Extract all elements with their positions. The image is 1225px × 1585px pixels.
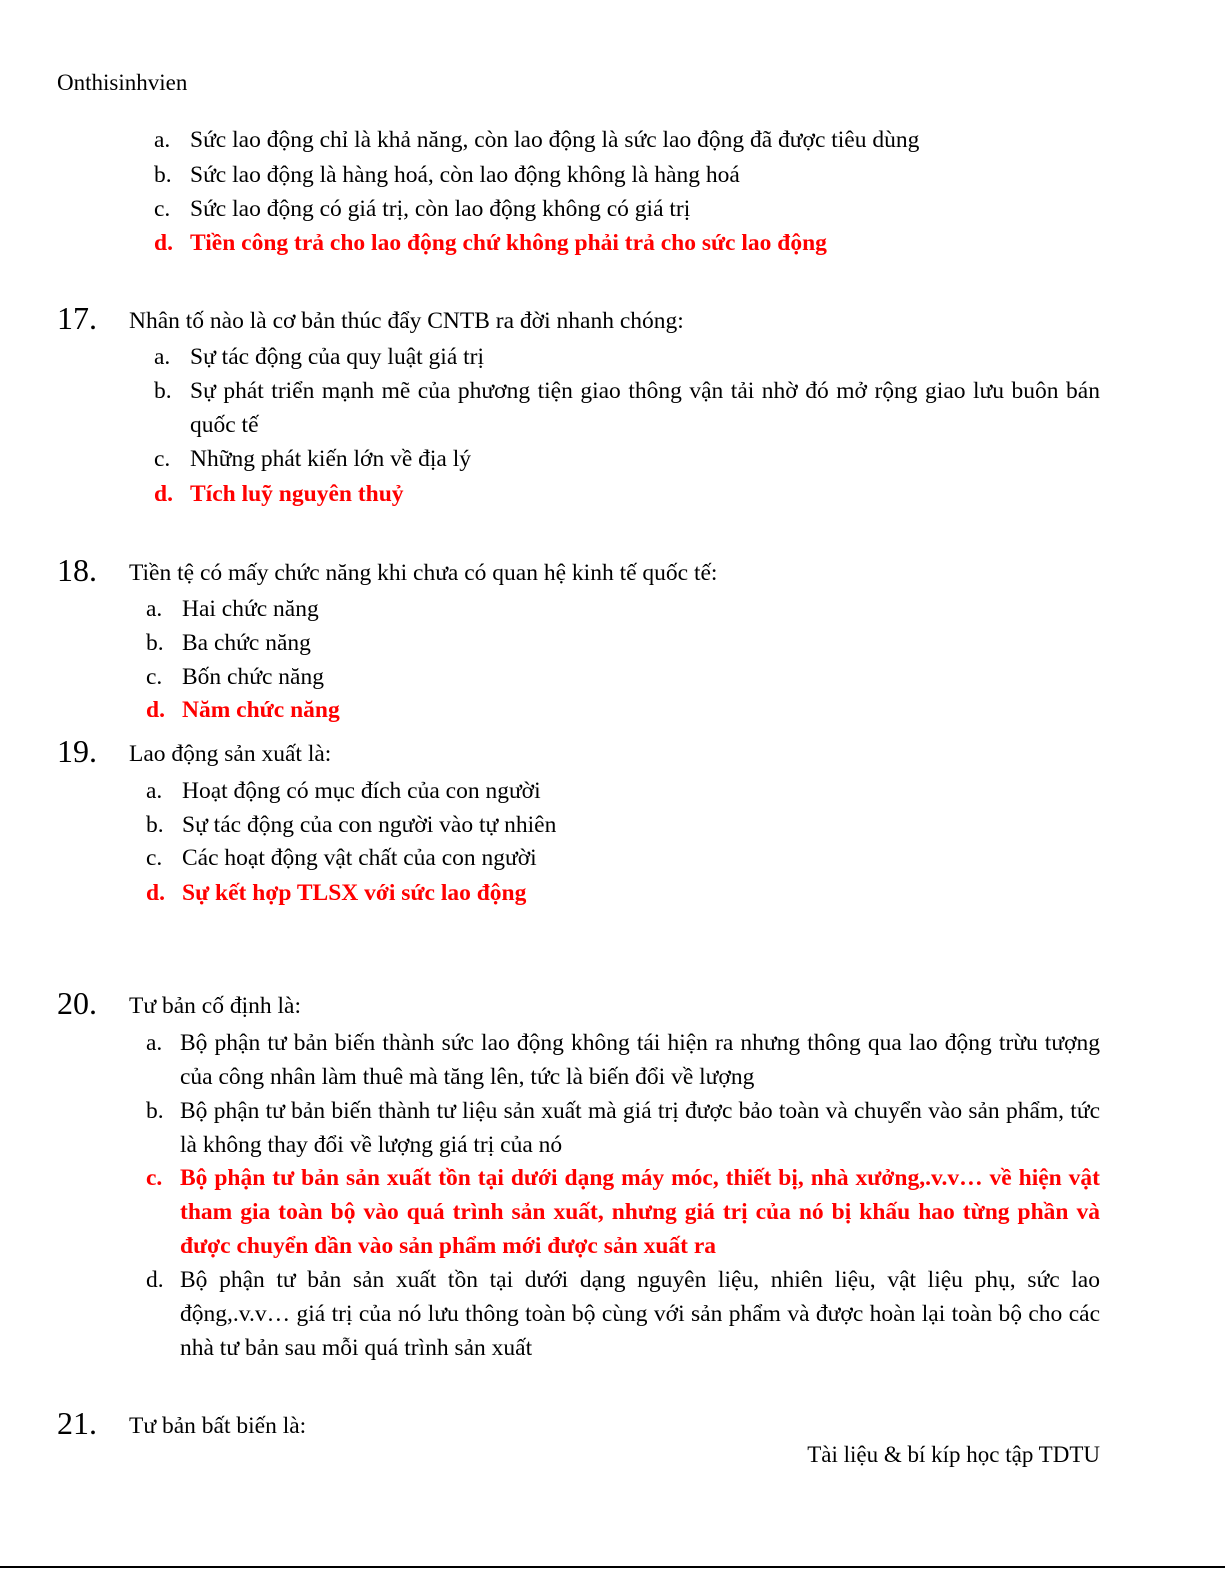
bottom-rule <box>0 1566 1225 1568</box>
option-label: c. <box>146 1165 163 1191</box>
option-text: Sự tác động của con người vào tự nhiên <box>182 812 557 838</box>
option-text: Sức lao động chỉ là khả năng, còn lao động là sức lao động đã được tiêu dùng <box>190 127 920 153</box>
option-label: c. <box>146 845 163 871</box>
option-text: Hai chức năng <box>182 596 319 622</box>
option-label: d. <box>154 230 173 256</box>
question-text: Lao động sản xuất là: <box>129 741 332 767</box>
q16-option-a <box>154 123 1100 157</box>
option-text: Những phát kiến lớn về địa lý <box>190 446 472 472</box>
q18-option-a <box>146 592 1100 626</box>
q20-option-d <box>146 1263 1100 1365</box>
question-number: 17. <box>57 300 97 336</box>
q17-option-d-correct <box>154 477 1100 511</box>
q16-option-d-correct <box>154 226 1100 260</box>
option-label: b. <box>154 378 172 404</box>
option-text: Ba chức năng <box>182 630 311 656</box>
option-text: Bộ phận tư bản biến thành tư liệu sản xuất mà giá trị được bảo toàn và chuyển vào sản phẩm, tức là không thay đổi về lượng giá trị của nó <box>180 1098 1100 1158</box>
option-label: c. <box>146 664 163 690</box>
option-text: Tiền công trả cho lao động chứ không phải trả cho sức lao động <box>190 230 827 256</box>
option-label: a. <box>146 1030 163 1056</box>
option-label: b. <box>146 1098 164 1124</box>
option-label: a. <box>154 344 171 370</box>
q19-option-a <box>146 774 1100 808</box>
option-label: a. <box>154 127 171 153</box>
option-label: b. <box>146 630 164 656</box>
option-text: Tích luỹ nguyên thuỷ <box>190 481 404 507</box>
question-number: 19. <box>57 733 97 769</box>
option-label: d. <box>146 1267 164 1293</box>
q19-option-d-correct <box>146 876 1100 910</box>
option-text: Bộ phận tư bản sản xuất tồn tại dưới dạng nguyên liệu, nhiên liệu, vật liệu phụ, sức lao động,.v.v… giá trị của nó lưu thông toàn bộ cùng với sản phẩm và được hoàn lại toàn bộ cho các nhà tư bản sau mỗi quá trình sản xuất <box>180 1267 1100 1361</box>
option-label: d. <box>146 880 165 906</box>
q16-option-b <box>154 158 1100 192</box>
q17-option-b <box>154 374 1100 442</box>
option-label: a. <box>146 596 163 622</box>
option-text: Bộ phận tư bản sản xuất tồn tại dưới dạng máy móc, thiết bị, nhà xưởng,.v.v… về hiện vật tham gia toàn bộ vào quá trình sản xuất, nhưng giá trị của nó bị khấu hao từng phần và được chuyển dần vào sản phẩm mới được sản xuất ra <box>180 1165 1100 1259</box>
q16-option-c <box>154 192 1100 226</box>
option-label: b. <box>146 812 164 838</box>
option-text: Sức lao động là hàng hoá, còn lao động không là hàng hoá <box>190 162 740 188</box>
q18-option-d-correct <box>146 693 1100 727</box>
option-label: b. <box>154 162 172 188</box>
question-text: Tiền tệ có mấy chức năng khi chưa có quan hệ kinh tế quốc tế: <box>129 560 718 586</box>
question-text: Tư bản bất biến là: <box>129 1413 307 1439</box>
option-text: Các hoạt động vật chất của con người <box>182 845 537 871</box>
q20-option-a <box>146 1026 1100 1094</box>
option-label: c. <box>154 196 171 222</box>
q19-option-c <box>146 841 1100 875</box>
option-text: Sự phát triển mạnh mẽ của phương tiện giao thông vận tải nhờ đó mở rộng giao lưu buôn bán quốc tế <box>190 378 1100 438</box>
option-text: Hoạt động có mục đích của con người <box>182 778 541 804</box>
option-label: d. <box>146 697 165 723</box>
page-header: Onthisinhvien <box>57 70 188 95</box>
option-text: Năm chức năng <box>182 697 340 723</box>
q17-option-c <box>154 442 1100 476</box>
question-text: Tư bản cố định là: <box>129 993 301 1019</box>
q18-option-b <box>146 626 1100 660</box>
q18-option-c <box>146 660 1100 694</box>
page-footer: Tài liệu & bí kíp học tập TDTU <box>807 1442 1100 1467</box>
option-text: Bốn chức năng <box>182 664 324 690</box>
q19-option-b <box>146 808 1100 842</box>
option-label: d. <box>154 481 173 507</box>
option-text: Sự tác động của quy luật giá trị <box>190 344 485 370</box>
question-number: 18. <box>57 552 97 588</box>
q17-option-a <box>154 340 1100 374</box>
option-label: c. <box>154 446 171 472</box>
q20-option-b <box>146 1094 1100 1162</box>
option-text: Sức lao động có giá trị, còn lao động không có giá trị <box>190 196 691 222</box>
question-text: Nhân tố nào là cơ bản thúc đẩy CNTB ra đời nhanh chóng: <box>129 308 684 334</box>
question-number: 21. <box>57 1405 97 1441</box>
question-number: 20. <box>57 985 97 1021</box>
option-label: a. <box>146 778 163 804</box>
option-text: Bộ phận tư bản biến thành sức lao động không tái hiện ra nhưng thông qua lao động trừu tượng của công nhân làm thuê mà tăng lên, tức là biến đổi về lượng <box>180 1030 1100 1090</box>
option-text: Sự kết hợp TLSX với sức lao động <box>182 880 527 906</box>
q20-option-c-correct <box>146 1161 1100 1263</box>
